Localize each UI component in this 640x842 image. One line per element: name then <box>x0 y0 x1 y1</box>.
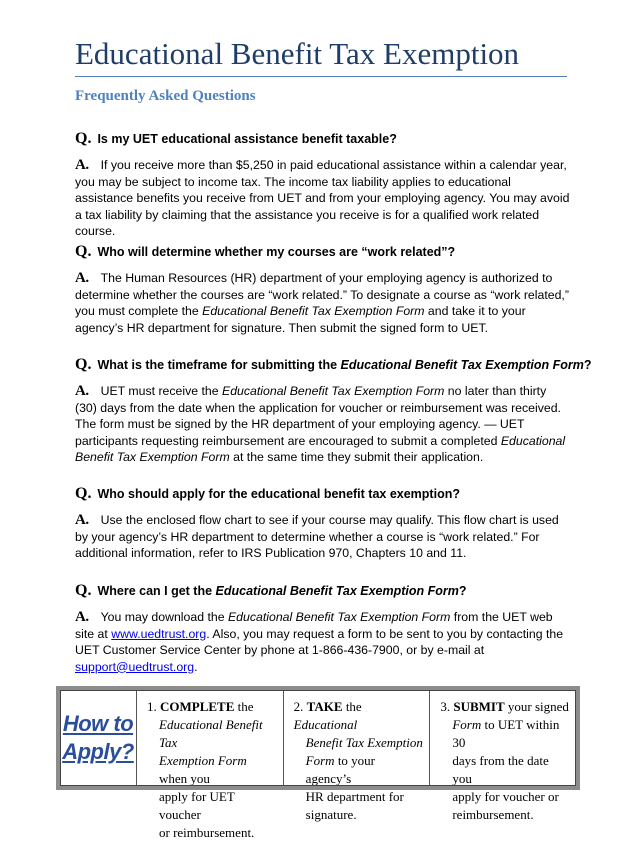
faq-question: Q. Who should apply for the educational benefit tax exemption? <box>75 485 460 502</box>
how-to-apply-logo <box>60 690 137 786</box>
q-mark: Q. <box>75 356 92 373</box>
q-mark: Q. <box>75 582 92 599</box>
logo-line-2: Apply? <box>62 739 134 764</box>
faq-item <box>75 243 570 336</box>
faq-question: Q. Is my UET educational assistance benefit taxable? <box>75 130 397 147</box>
q-mark: Q. <box>75 485 92 502</box>
a-mark: A. <box>75 512 89 528</box>
section-subtitle: Frequently Asked Questions <box>75 88 256 104</box>
a-mark: A. <box>75 609 89 625</box>
step-complete: 1. COMPLETE the Educational Benefit Tax Exemption Form when you apply for UET voucher or reimbursement. <box>137 690 284 786</box>
faq-item <box>75 356 592 466</box>
faq-question: Q. What is the timeframe for submitting the Educational Benefit Tax Exemption Form? <box>75 356 592 373</box>
q-mark: Q. <box>75 243 92 260</box>
faq-answer: A. If you receive more than $5,250 in paid educational assistance within a calendar year, you may be subject to income tax. The income tax liability applies to educational assistance benefits you receive from UET and from your employing agency. You may avoid a tax liability by claiming that the assistance you receive is for a qualified work related course. <box>75 157 570 238</box>
a-mark: A. <box>75 383 89 399</box>
faq-answer: A. The Human Resources (HR) department of your employing agency is authorized to determine whether the courses are “work related.” To designate a course as “work related,” you must complete the Educational Benefit Tax Exemption Form and take it to your agency’s HR department for signature. Then submit the signed form to UET. <box>75 270 569 335</box>
faq-item <box>75 582 570 675</box>
faq-item <box>75 485 570 562</box>
support-email-link[interactable]: support@uedtrust.org <box>75 659 195 674</box>
website-link[interactable]: www.uedtrust.org <box>111 626 207 641</box>
how-to-apply-box <box>56 686 580 840</box>
faq-question: Q. Where can I get the Educational Benefit Tax Exemption Form? <box>75 582 467 599</box>
a-mark: A. <box>75 157 89 173</box>
q-mark: Q. <box>75 130 92 147</box>
faq-answer: A. You may download the Educational Benefit Tax Exemption Form from the UET web site at www.uedtrust.org. Also, you may request a form to be sent to you by contacting the UET Customer Service Center by phone at 1-866-436-7900, or by e-mail at support@uedtrust.org. <box>75 609 564 674</box>
faq-answer: A. UET must receive the Educational Benefit Tax Exemption Form no later than thirty (30) days from the date when the application for voucher or reimbursement was received. The form must be signed by the HR department of your employing agency. — UET participants requesting reimbursement are encouraged to submit a completed Educational Benefit Tax Exemption Form at the same time they submit their application. <box>75 383 566 464</box>
faq-item <box>75 130 570 240</box>
step-take: 2. TAKE the Educational Benefit Tax Exemption Form to your agency’s HR department for signature. <box>284 690 431 786</box>
page-title: Educational Benefit Tax Exemption <box>75 34 567 77</box>
faq-question: Q. Who will determine whether my courses are “work related”? <box>75 243 456 260</box>
a-mark: A. <box>75 270 89 286</box>
faq-answer: A. Use the enclosed flow chart to see if your course may qualify. This flow chart is used by your agency’s HR department to determine whether a course is “work related.” For additional information, refer to IRS Publication 970, Chapters 10 and 11. <box>75 512 559 560</box>
logo-line-1: How to <box>62 711 134 736</box>
step-submit: 3. SUBMIT your signed Form to UET within 30 days from the date you apply for voucher or reimbursement. <box>440 699 569 822</box>
